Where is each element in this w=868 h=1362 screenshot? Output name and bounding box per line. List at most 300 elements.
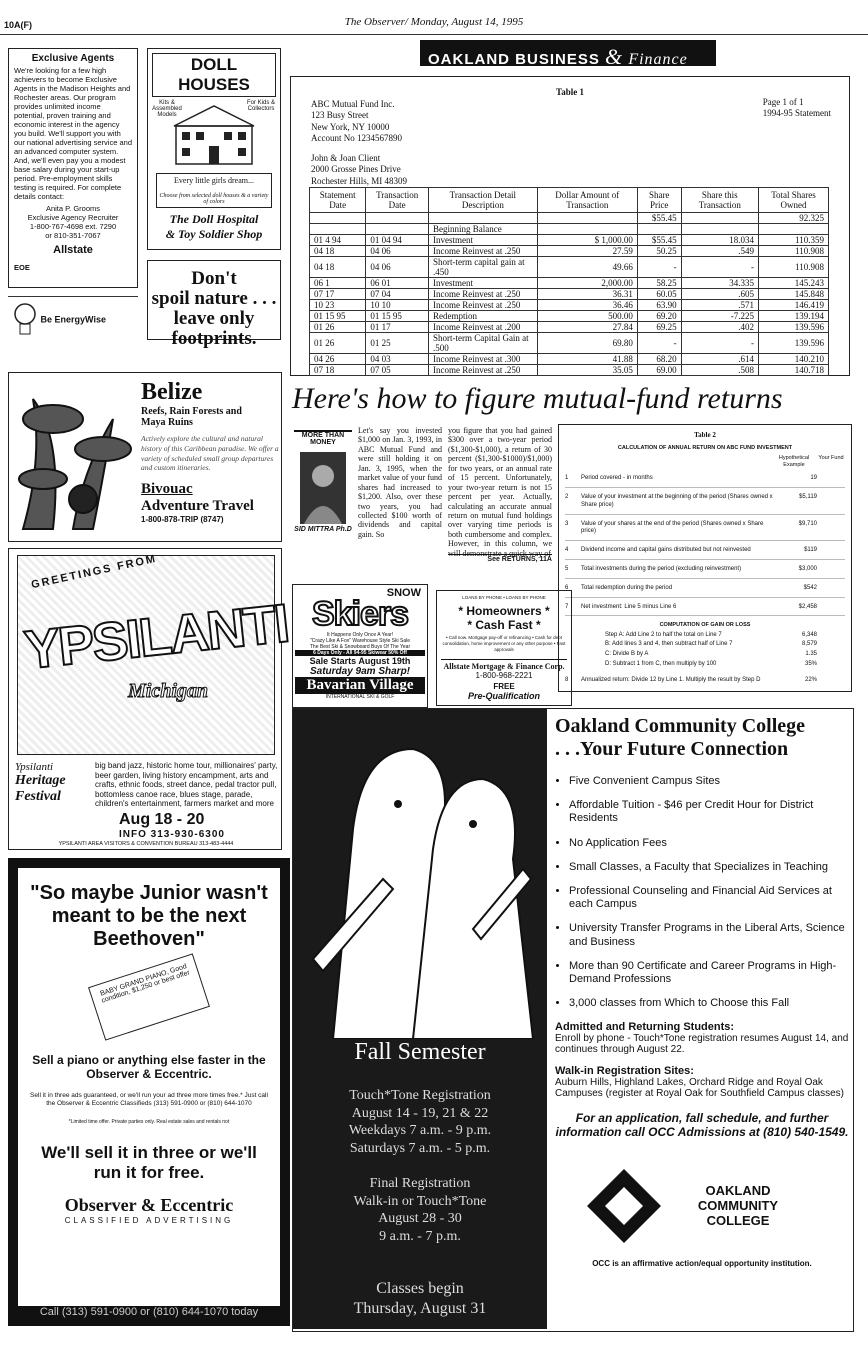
table-cell: 69.80 bbox=[537, 333, 637, 354]
occ-benefit-item: • University Transfer Programs in the Liberal Arts, Science and Business bbox=[569, 922, 849, 948]
client-address-line: 2000 Grosse Pines Drive bbox=[311, 164, 401, 175]
client-address-line: John & Joan Client bbox=[311, 153, 381, 163]
dolls-note: Choose from selected doll houses & a variety of colors bbox=[159, 193, 269, 205]
nature-line-2: spoil nature . . . bbox=[151, 287, 277, 309]
fund-address-line: New York, NY 10000 bbox=[311, 121, 390, 132]
table-2-line-number: 1 bbox=[565, 475, 569, 482]
energywise-text: Be EnergyWise bbox=[40, 314, 106, 325]
table-row bbox=[310, 365, 829, 376]
occ-logo-text: OAKLAND COMMUNITY COLLEGE bbox=[697, 1182, 779, 1228]
occ-title: Oakland Community College bbox=[555, 715, 806, 737]
table-cell: 27.84 bbox=[537, 322, 637, 333]
belize-body: Actively explore the cultural and natural history of this Caribbean paradise. We offer a variety of scheduled small group departures and custom itineraries. bbox=[141, 434, 279, 473]
table-row bbox=[310, 311, 829, 322]
table-row bbox=[310, 354, 829, 365]
table-cell bbox=[366, 213, 429, 224]
belize-subtitle-1: Reefs, Rain Forests and bbox=[141, 406, 242, 417]
banner-left: OAKLAND BUSINESS bbox=[428, 51, 600, 68]
occ-benefit-item: • Five Convenient Campus Sites bbox=[569, 775, 849, 788]
table-cell: Redemption bbox=[428, 311, 537, 322]
agents-phone1: 1-800-767-4698 ext. 7290 bbox=[29, 222, 117, 231]
skiers-sale-time: Saturday 9am Sharp! bbox=[309, 665, 411, 677]
table-2-value: 22% bbox=[804, 676, 817, 683]
author-portrait-icon bbox=[300, 452, 346, 524]
table-2-row bbox=[565, 494, 845, 515]
table-2-value: $3,000 bbox=[798, 566, 817, 573]
table-2-description: Dividend income and capital gains distributed but not reinvested bbox=[581, 547, 751, 554]
observer-quote: "So maybe Junior wasn't meant to be the next Beethoven" bbox=[30, 882, 268, 950]
ad-skiers-sale bbox=[292, 584, 428, 708]
festival-body: big band jazz, historic home tour, millionaires' party, beer garden, living history encampment, arts and crafts, ethnic foods, street dance, pedal tractor pull, bottomless canoe race, blues stage, parade, children's entertainment, farmers market and more bbox=[95, 761, 278, 809]
table-cell: 04 18 bbox=[310, 246, 366, 257]
art-classes-day: Thursday, August 31 bbox=[353, 1300, 487, 1317]
table-cell: 500.00 bbox=[537, 311, 637, 322]
table-cell: 01 04 94 bbox=[366, 235, 429, 246]
author-byline: SID MITTRA Ph.D bbox=[294, 526, 352, 533]
table-cell bbox=[310, 213, 366, 224]
table-cell: 18.034 bbox=[681, 235, 758, 246]
table-2-line-number: 8 bbox=[565, 676, 569, 683]
table-cell: 35.05 bbox=[537, 365, 637, 376]
table-2-step-value: 35% bbox=[804, 660, 817, 667]
occ-benefit-item: • More than 90 Certificate and Career Programs in High-Demand Professions bbox=[569, 960, 849, 986]
observer-call-line: Call (313) 591-0900 or (810) 644-1070 today bbox=[8, 1306, 290, 1318]
dolls-tagline: Every little girls dream... bbox=[174, 176, 254, 185]
skiers-snow: SNOW bbox=[386, 587, 421, 599]
table-2-step bbox=[605, 632, 845, 640]
table-2-step-value: 6,348 bbox=[801, 631, 817, 638]
table-cell: Income Reinvest at .250 bbox=[428, 300, 537, 311]
occ-subtitle: . . .Your Future Connection bbox=[555, 738, 789, 760]
table-cell bbox=[681, 213, 758, 224]
table-cell: - bbox=[637, 333, 681, 354]
table-cell: $ 1,000.00 bbox=[537, 235, 637, 246]
dollhouse-icon bbox=[164, 104, 264, 166]
table-row bbox=[310, 224, 829, 235]
table-cell: 34.335 bbox=[681, 278, 758, 289]
column-header: Statement Date bbox=[310, 188, 366, 213]
table-cell bbox=[428, 213, 537, 224]
agents-title: Exclusive Agents bbox=[31, 53, 115, 64]
section-banner bbox=[420, 40, 716, 69]
postcard-illustration bbox=[17, 552, 291, 755]
occ-admitted-body: Enroll by phone - Touch*Tone registration resumes August 14, and continues through August 22. bbox=[555, 1033, 849, 1056]
table-2-line-number: 3 bbox=[565, 520, 569, 527]
table-2-description: Period covered - in months bbox=[581, 475, 653, 482]
festival-logo-2: Heritage Festival bbox=[15, 773, 66, 804]
agents-phone2: or 810-351-7067 bbox=[45, 231, 101, 240]
author-photo bbox=[300, 452, 346, 524]
table-cell: 06 1 bbox=[310, 278, 366, 289]
occ-application-info: For an application, fall schedule, and further information call OCC Admissions at (810) 540-1549. bbox=[555, 1111, 849, 1140]
table-2-your-fund-cell bbox=[817, 677, 845, 685]
table-cell: 60.05 bbox=[637, 289, 681, 300]
table-2-value: $119 bbox=[804, 547, 817, 554]
table-2-step-text: C: Divide B by A bbox=[605, 651, 649, 658]
table-cell: 36.31 bbox=[537, 289, 637, 300]
table-cell: 92.325 bbox=[759, 213, 829, 224]
fund-address-line: 123 Busy Street bbox=[311, 110, 369, 121]
table-cell: 01 15 95 bbox=[310, 311, 366, 322]
observer-headline: Sell a piano or anything else faster in the Observer & Eccentric. bbox=[32, 1053, 266, 1082]
table-1-statement bbox=[290, 76, 850, 376]
fund-address-line: ABC Mutual Fund Inc. bbox=[311, 99, 395, 109]
occ-text-column bbox=[555, 715, 849, 1268]
michigan-text: Michigan bbox=[128, 680, 209, 702]
table-2-your-fund-cell bbox=[817, 651, 845, 659]
observer-logo-subtitle: CLASSIFIED ADVERTISING bbox=[64, 1216, 234, 1226]
art-dates: August 14 - 19, 21 & 22 bbox=[351, 1105, 489, 1121]
ad-dont-spoil-nature bbox=[147, 260, 281, 349]
occ-benefit-item: • Affordable Tuition - $46 per Credit Hour for District Residents bbox=[569, 799, 849, 825]
table-cell: 49.66 bbox=[537, 257, 637, 278]
table-2-row bbox=[565, 585, 845, 598]
table-cell: Beginning Balance bbox=[428, 224, 537, 235]
table-cell: Income Reinvest at .200 bbox=[428, 322, 537, 333]
see-returns-link[interactable]: See RETURNS, 11A bbox=[448, 554, 552, 563]
table-2-title: Table 2 bbox=[694, 431, 716, 439]
ad-oakland-community-college bbox=[292, 708, 854, 1332]
dolls-right-text: For Kids & Collectors bbox=[246, 100, 275, 112]
column-header: Share this Transaction bbox=[681, 188, 758, 213]
table-2-line-number: 6 bbox=[565, 584, 569, 591]
table-cell: 58.25 bbox=[637, 278, 681, 289]
observer-fine-print: *Limited time offer. Private parties only. Real estate sales and rentals not bbox=[68, 1118, 230, 1125]
article-body bbox=[294, 426, 552, 571]
ad-belize bbox=[8, 372, 282, 542]
classified-tag-icon bbox=[88, 953, 210, 1040]
table-cell: .508 bbox=[681, 365, 758, 376]
allstate-mortgage-name: Allstate Mortgage & Finance Corp. bbox=[441, 659, 567, 671]
table-row bbox=[310, 257, 829, 278]
table-cell: 68.20 bbox=[637, 354, 681, 365]
occ-benefit-item: • Professional Counseling and Financial Aid Services at each Campus bbox=[569, 885, 849, 911]
dolls-shop-name-2: & Toy Soldier Shop bbox=[165, 227, 263, 241]
table-cell: 27.59 bbox=[537, 246, 637, 257]
table-cell: 69.25 bbox=[637, 322, 681, 333]
masthead-rule bbox=[0, 34, 868, 35]
ad-observer-eccentric-classifieds bbox=[8, 858, 290, 1326]
table-cell: 07 04 bbox=[366, 289, 429, 300]
homeowners-prequal: Pre-Qualification bbox=[467, 690, 540, 701]
art-touchtone: Touch*Tone Registration bbox=[349, 1088, 491, 1103]
table-2-row bbox=[565, 475, 845, 488]
table-2-description: Total investments during the period (excluding reinvestment) bbox=[581, 566, 742, 573]
table-2-subtitle: CALCULATION OF ANNUAL RETURN ON ABC FUND INVESTMENT bbox=[617, 445, 793, 451]
table-row bbox=[310, 278, 829, 289]
fall-semester-title: Fall Semester bbox=[354, 1039, 486, 1065]
table-cell bbox=[537, 224, 637, 235]
table-cell: 04 06 bbox=[366, 246, 429, 257]
table-2-line-number: 2 bbox=[565, 494, 569, 501]
table-cell: Income Reinvest at .250 bbox=[428, 365, 537, 376]
banner-amp: & bbox=[605, 44, 624, 69]
table-cell: 01 4 94 bbox=[310, 235, 366, 246]
agents-role: Exclusive Agency Recruiter bbox=[27, 213, 119, 222]
table-cell: 01 26 bbox=[310, 333, 366, 354]
fund-address-line: Account No 1234567890 bbox=[311, 132, 402, 143]
table-cell: 06 01 bbox=[366, 278, 429, 289]
table-cell: 146.419 bbox=[759, 300, 829, 311]
skiers-line-3: The Best Ski & Snowboard Buys Of The Year bbox=[309, 643, 411, 650]
column-kicker: MORE THAN MONEY bbox=[294, 430, 352, 446]
table-2-line-number: 5 bbox=[565, 566, 569, 573]
table-cell: Investment bbox=[428, 278, 537, 289]
dolls-shop-name: The Doll Hospital bbox=[169, 212, 259, 226]
table-2-row bbox=[565, 604, 845, 617]
table-cell: .402 bbox=[681, 322, 758, 333]
column-header: Dollar Amount of Transaction bbox=[537, 188, 637, 213]
table-2-col-your-fund: Your Fund bbox=[818, 455, 844, 461]
homeowners-top: LOANS BY PHONE • LOANS BY PHONE bbox=[462, 595, 546, 600]
homeowners-phone: 1-800-968-2221 bbox=[475, 670, 533, 680]
table-1-title: Table 1 bbox=[556, 87, 584, 97]
table-2-step bbox=[605, 651, 845, 659]
skiers-sale-start: Sale Starts August 19th bbox=[309, 655, 411, 666]
skiers-line-2: "Crazy Like A Fox" Warehouse Style Ski Sale bbox=[309, 637, 411, 644]
agents-body: We're looking for a few high achievers to become Exclusive Agents in the Madison Heights and Rochester areas. Our program provides unlimited income potential, proven training and economic interest in the agency you build. We'll support you with our national advertising service and an advanced computer system. And, we'll even pay you a modest base salary during your start-up period. Pre-employment skills testing is required. For complete details contact: bbox=[14, 66, 132, 201]
skiers-line-4: 6 Days Only - All 94-95 Skiwear 50% Off bbox=[295, 650, 425, 656]
occ-admitted-title: Admitted and Returning Students: bbox=[555, 1021, 735, 1034]
art-classes-begin: Classes begin bbox=[376, 1280, 464, 1297]
festival-footer: YPSILANTI AREA VISITORS & CONVENTION BUREAU 313-483-4444 bbox=[58, 841, 234, 847]
occ-benefit-list bbox=[555, 775, 849, 1010]
table-2-value: $9,710 bbox=[798, 520, 817, 527]
table-cell bbox=[759, 224, 829, 235]
nature-line-1: Don't bbox=[191, 268, 237, 289]
art-final-times: 9 a.m. - 7 p.m. bbox=[379, 1228, 461, 1244]
ad-homeowners-cash-fast bbox=[436, 590, 572, 706]
table-cell: 01 17 bbox=[366, 322, 429, 333]
ad-doll-houses bbox=[147, 48, 281, 250]
occ-eeo: OCC is an affirmative action/equal opportunity institution. bbox=[592, 1259, 812, 1269]
table-2-step-text: Step A: Add Line 2 to half the total on Line 7 bbox=[605, 631, 722, 638]
art-final-dates: August 28 - 30 bbox=[378, 1211, 462, 1226]
table-cell: 04 03 bbox=[366, 354, 429, 365]
art-weekdays: Weekdays 7 a.m. - 9 p.m. bbox=[348, 1123, 492, 1138]
table-row bbox=[310, 235, 829, 246]
occ-diamond-logo-icon bbox=[585, 1167, 663, 1245]
classified-tag-text: BABY GRAND PIANO, Good condition, $1,250 or best offer bbox=[99, 963, 191, 1005]
observer-logo: Observer & Eccentric bbox=[64, 1195, 234, 1216]
table-cell: Income Reinvest at .250 bbox=[428, 246, 537, 257]
festival-info-phone: INFO 313-930-6300 bbox=[119, 829, 225, 840]
statement-page: Page 1 of 1 bbox=[762, 97, 804, 107]
table-2-your-fund-cell bbox=[817, 632, 845, 640]
table-2-row bbox=[565, 566, 845, 579]
ad-energywise bbox=[12, 300, 142, 350]
table-2-annual-return bbox=[558, 424, 852, 692]
belize-title: Belize bbox=[141, 379, 203, 405]
client-address bbox=[311, 153, 407, 187]
banner-right: Finance bbox=[628, 51, 688, 68]
occ-walkin-body: Auburn Hills, Highland Lakes, Orchard Ridge and Royal Oak Campuses (register at Royal Oak for Southfield Campus classes) bbox=[555, 1077, 845, 1100]
table-cell: 04 06 bbox=[366, 257, 429, 278]
table-cell: 145.848 bbox=[759, 289, 829, 300]
table-row bbox=[310, 333, 829, 354]
table-cell: 10 10 bbox=[366, 300, 429, 311]
table-2-value: $542 bbox=[803, 584, 817, 591]
lightbulb-icon bbox=[12, 300, 38, 340]
homeowners-title: * Homeowners * bbox=[458, 604, 550, 618]
occ-benefit-item: • No Application Fees bbox=[569, 837, 849, 850]
bivouac-logo: Bivouac bbox=[141, 481, 193, 497]
table-cell: 50.25 bbox=[637, 246, 681, 257]
table-cell: Income Reinvest at .250 bbox=[428, 289, 537, 300]
table-cell: 36.46 bbox=[537, 300, 637, 311]
table-cell: Investment bbox=[428, 235, 537, 246]
dolls-left-text: Kits & Assembled Models bbox=[152, 100, 182, 118]
table-row bbox=[310, 289, 829, 300]
table-cell: 110.908 bbox=[759, 257, 829, 278]
fund-address bbox=[311, 99, 402, 144]
table-cell: Short-term Capital Gain at .500 bbox=[428, 333, 537, 354]
table-row bbox=[310, 246, 829, 257]
table-2-line-number: 7 bbox=[565, 603, 569, 610]
table-cell: 69.20 bbox=[637, 311, 681, 322]
table-cell: $55.45 bbox=[637, 235, 681, 246]
greetings-text: GREETINGS FROM bbox=[30, 552, 159, 592]
table-2-value: 19 bbox=[810, 475, 817, 482]
agents-eoe: EOE bbox=[14, 263, 30, 273]
table-2-row bbox=[565, 521, 845, 542]
table-cell: - bbox=[681, 257, 758, 278]
table-cell: 07 05 bbox=[366, 365, 429, 376]
skiers-line-1: It Happens Only Once A Year! bbox=[326, 631, 394, 638]
bivouac-phone: 1-800-878-TRIP (8747) bbox=[141, 515, 224, 524]
table-cell: 01 25 bbox=[366, 333, 429, 354]
transaction-table bbox=[309, 187, 829, 376]
skiers-title: Skiers bbox=[311, 595, 409, 633]
table-cell bbox=[366, 224, 429, 235]
agents-contact: Anita P. Grooms bbox=[45, 204, 101, 213]
rule bbox=[8, 296, 138, 297]
occ-benefit-item: • 3,000 classes from Which to Choose this Fall bbox=[569, 997, 849, 1010]
table-row bbox=[310, 322, 829, 333]
table-2-description: Annualized return: Divide 12 by Line 1. Multiply the result by Step D bbox=[581, 676, 761, 683]
article-column-2: you figure that you had gained $300 over a two-year period ($1,300-$1,000), a return of 30 percent ($1,300-$1000)/$1,000) for two years, or an annual rate of 15 percent. Unfortunately, your two-year return is not 15 percent per year. Actually, calculating an accurate annual return on mutual fund holdings over varying time periods is both cumbersome and complex. However, in this column, we will demonstrate a quick way of bbox=[448, 426, 552, 558]
table-2-col-example: Hypothetical Example bbox=[778, 455, 810, 469]
table-cell: -7.225 bbox=[681, 311, 758, 322]
table-2-section: COMPUTATION OF GAIN OR LOSS bbox=[659, 622, 751, 629]
jungle-illustration-icon bbox=[13, 379, 137, 539]
bivouac-logo-2: Adventure Travel bbox=[141, 498, 254, 514]
table-cell: 10 23 bbox=[310, 300, 366, 311]
occ-illustration-panel bbox=[293, 709, 547, 1329]
article-headline: Here's how to figure mutual-fund returns bbox=[292, 382, 783, 415]
table-2-step bbox=[605, 661, 845, 669]
table-cell: 145.243 bbox=[759, 278, 829, 289]
table-row bbox=[310, 300, 829, 311]
table-cell: 139.194 bbox=[759, 311, 829, 322]
table-2-your-fund-cell bbox=[817, 661, 845, 669]
table-cell bbox=[637, 224, 681, 235]
students-illustration-icon bbox=[293, 709, 547, 1039]
table-cell: 139.596 bbox=[759, 322, 829, 333]
homeowners-free: FREE bbox=[493, 681, 515, 691]
table-cell: 41.88 bbox=[537, 354, 637, 365]
ypsilanti-title: YPSILANTI bbox=[21, 593, 291, 681]
bavarian-village-logo: Bavarian Village bbox=[295, 677, 425, 694]
table-2-step-text: B: Add lines 3 and 4, then subtract half of Line 7 bbox=[605, 641, 733, 648]
table-cell: 110.908 bbox=[759, 246, 829, 257]
column-header: Share Price bbox=[637, 188, 681, 213]
art-walkin: Walk-in or Touch*Tone bbox=[353, 1193, 487, 1209]
table-cell bbox=[681, 224, 758, 235]
table-2-description: Value of your investment at the beginning of the period (Shares owned x Share price) bbox=[581, 494, 773, 508]
table-2-value: $5,119 bbox=[799, 494, 817, 501]
table-cell: 01 15 95 bbox=[366, 311, 429, 322]
nature-line-3: leave only bbox=[173, 307, 255, 329]
allstate-logo: Allstate bbox=[53, 244, 93, 256]
table-cell: .571 bbox=[681, 300, 758, 311]
table-cell: $55.45 bbox=[637, 213, 681, 224]
table-2-description: Net investment: Line 5 minus Line 6 bbox=[581, 603, 677, 610]
table-cell: 140.210 bbox=[759, 354, 829, 365]
homeowners-cash-fast: * Cash Fast * bbox=[467, 618, 541, 632]
column-header: Total Shares Owned bbox=[759, 188, 829, 213]
table-cell: Short-term capital gain at .450 bbox=[428, 257, 537, 278]
ad-ypsilanti-heritage-festival bbox=[8, 548, 291, 850]
bavarian-village-subtitle: INTERNATIONAL SKI & GOLF bbox=[325, 693, 395, 700]
table-2-step-value: 1.35 bbox=[805, 651, 817, 658]
table-row bbox=[310, 213, 829, 224]
table-2-line-number: 4 bbox=[565, 547, 569, 554]
table-cell: .614 bbox=[681, 354, 758, 365]
table-cell: 04 26 bbox=[310, 354, 366, 365]
table-cell: 2,000.00 bbox=[537, 278, 637, 289]
occ-walkin-title: Walk-in Registration Sites: bbox=[555, 1065, 694, 1078]
occ-benefit-item: • Small Classes, a Faculty that Specializes in Teaching bbox=[569, 861, 849, 874]
table-cell: 110.359 bbox=[759, 235, 829, 246]
table-2-row bbox=[565, 547, 845, 560]
dolls-title: DOLL HOUSES bbox=[152, 53, 276, 97]
table-2-step bbox=[605, 641, 845, 649]
table-2-your-fund-cell bbox=[817, 641, 845, 649]
belize-subtitle-2: Maya Ruins bbox=[141, 417, 193, 428]
table-cell: - bbox=[637, 257, 681, 278]
art-saturdays: Saturdays 7 a.m. - 5 p.m. bbox=[349, 1140, 491, 1156]
observer-body: Sell it in three ads guaranteed, or we'll run your ad three more times free.* Just call the Observer & Eccentric Classifieds (313) 591-0900 or (810) 644-1070 bbox=[30, 1091, 268, 1108]
table-2-value: $2,458 bbox=[798, 603, 817, 610]
table-cell: .605 bbox=[681, 289, 758, 300]
table-cell: 63.90 bbox=[637, 300, 681, 311]
table-cell: 07 17 bbox=[310, 289, 366, 300]
table-cell: - bbox=[681, 333, 758, 354]
masthead: The Observer/ Monday, August 14, 1995 bbox=[344, 16, 524, 28]
table-cell bbox=[310, 224, 366, 235]
table-cell bbox=[537, 213, 637, 224]
client-address-line: Rochester Hills, MI 48309 bbox=[311, 175, 407, 186]
table-cell: 04 18 bbox=[310, 257, 366, 278]
table-cell: 140.718 bbox=[759, 365, 829, 376]
homeowners-body: • Call now. Mortgage pay-off or refinancing • Cash for debt consolidation, home improvement or any other purpose • Fast approvals bbox=[442, 635, 566, 652]
table-2-step-text: D: Subtract 1 from C, then multiply by 100 bbox=[605, 660, 717, 667]
table-cell: 07 18 bbox=[310, 365, 366, 376]
table-cell: 69.00 bbox=[637, 365, 681, 376]
statement-period: 1994-95 Statement bbox=[762, 108, 831, 119]
table-cell: Income Reinvest at .300 bbox=[428, 354, 537, 365]
ad-exclusive-agents bbox=[8, 48, 138, 288]
festival-logo: Ypsilanti bbox=[15, 761, 54, 773]
column-header: Transaction Date bbox=[366, 188, 429, 213]
nature-line-4: footprints. bbox=[171, 327, 257, 349]
table-2-description: Value of your shares at the end of the period (Shares owned x Share price) bbox=[581, 520, 764, 535]
table-cell: .549 bbox=[681, 246, 758, 257]
table-2-description: Total redemption during the period bbox=[581, 584, 673, 591]
table-cell: 139.596 bbox=[759, 333, 829, 354]
column-header: Transaction Detail Description bbox=[428, 188, 537, 213]
